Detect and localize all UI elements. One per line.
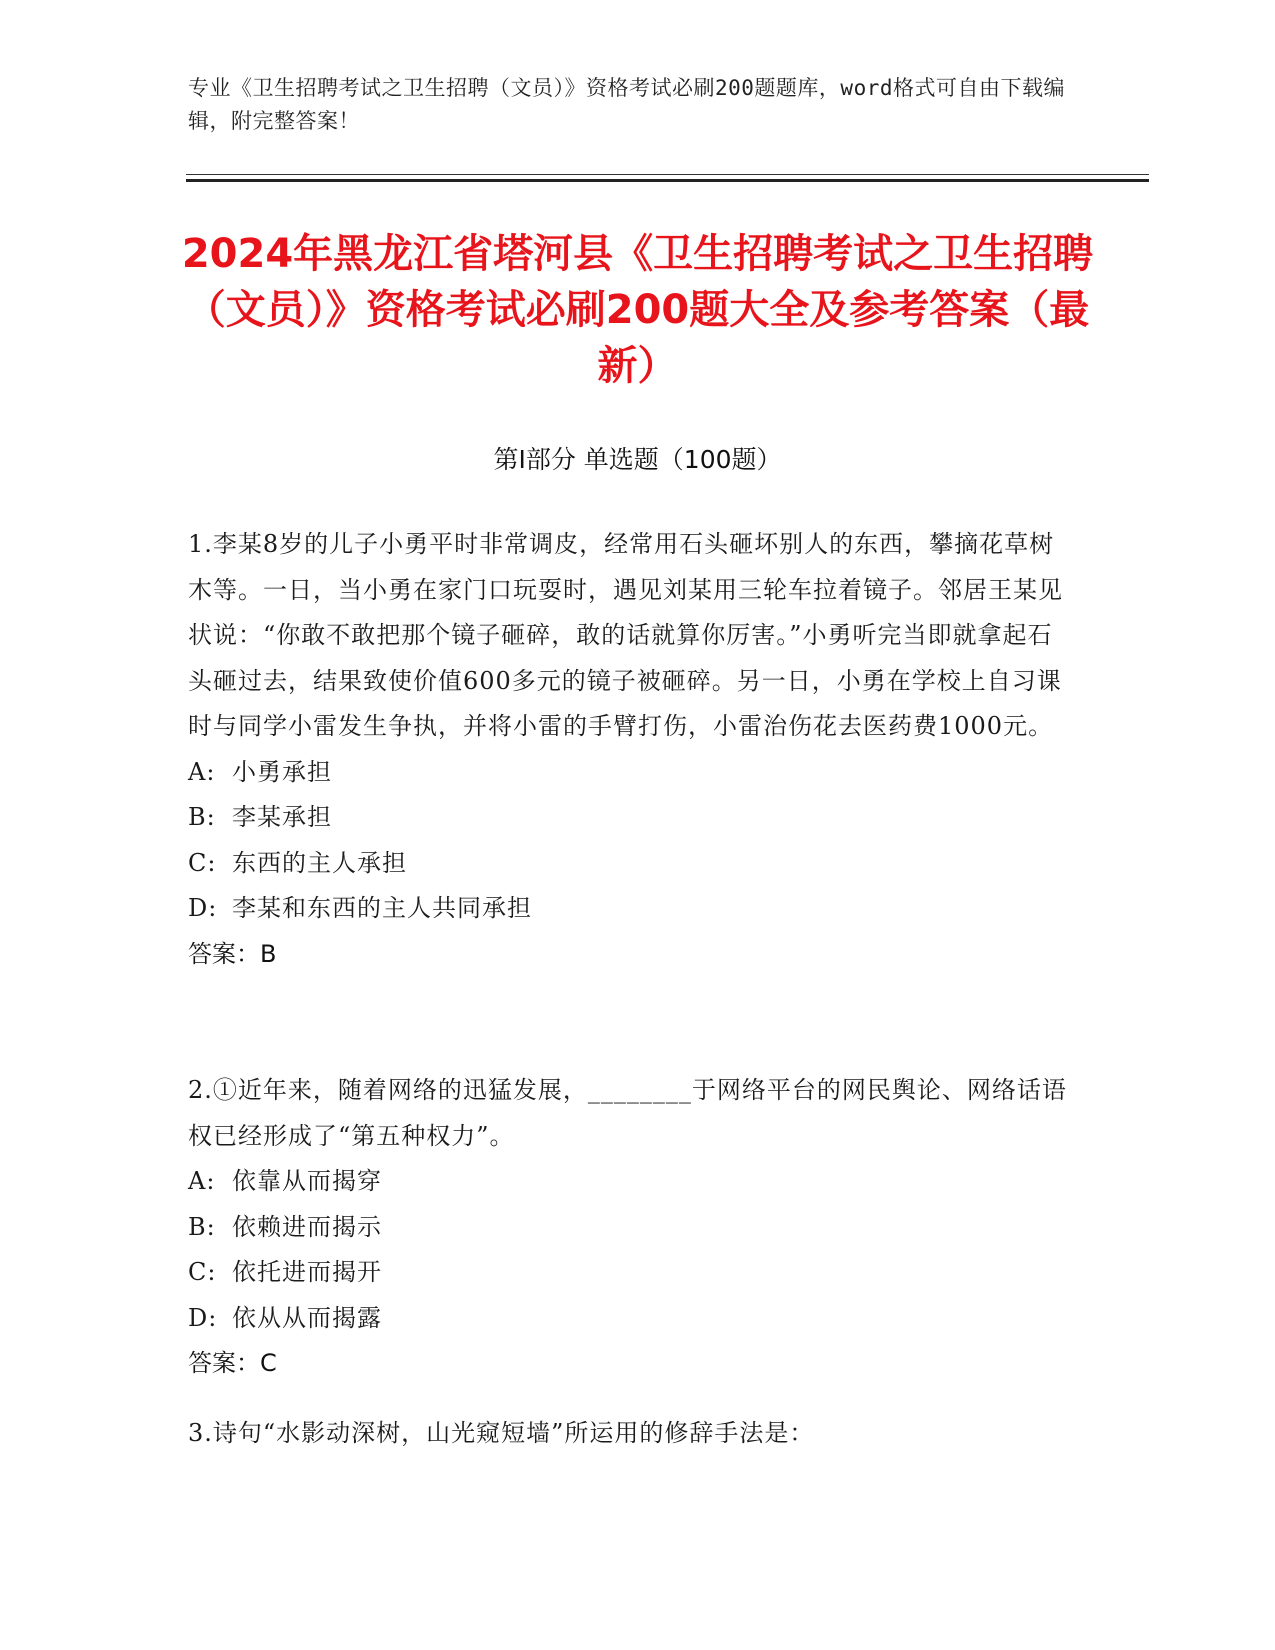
option-key: B: xyxy=(188,803,216,831)
option-a xyxy=(188,750,1068,796)
option-text: 依赖进而揭示 xyxy=(232,1212,382,1241)
option-d xyxy=(188,1296,1068,1342)
document-title: 2024年黑龙江省塔河县《卫生招聘考试之卫生招聘（文员）》资格考试必刷200题大全及参考答案（最新） xyxy=(181,231,1094,389)
answer-line: 答案：C xyxy=(188,1349,277,1377)
section-title: 第Ⅰ部分 单选题（100题） xyxy=(493,445,782,474)
option-key: D: xyxy=(188,894,218,922)
question-stem: 3.诗句“水影动深树，山光窥短墙”所运用的修辞手法是： xyxy=(188,1419,815,1447)
question-stem: 2.①近年来，随着网络的迅猛发展，________于网络平台的网民舆论、网络话语权已经形成了“第五种权力”。 xyxy=(188,1076,1067,1150)
option-key: C: xyxy=(188,848,217,877)
answer-line: 答案：B xyxy=(188,939,277,968)
header-divider-thin xyxy=(186,174,1149,175)
option-text: 依从从而揭露 xyxy=(232,1303,382,1332)
option-c xyxy=(188,841,1068,887)
option-text: 依靠从而揭穿 xyxy=(232,1167,382,1195)
question-2 xyxy=(188,1068,1068,1387)
option-key: D: xyxy=(188,1303,218,1332)
header-note: 专业《卫生招聘考试之卫生招聘（文员）》资格考试必刷200题题库，word格式可自由下载编辑，附完整答案！ xyxy=(188,76,1065,133)
header-divider-thick xyxy=(186,179,1149,182)
option-d xyxy=(188,886,1068,932)
option-key: A: xyxy=(188,757,216,786)
option-b xyxy=(188,795,1068,841)
option-text: 依托进而揭开 xyxy=(232,1258,382,1286)
option-text: 小勇承担 xyxy=(232,757,332,786)
question-3 xyxy=(188,1411,1068,1457)
question-stem: 1.李某8岁的儿子小勇平时非常调皮，经常用石头砸坏别人的东西，攀摘花草树木等。一日，当小勇在家门口玩耍时，遇见刘某用三轮车拉着镜子。邻居王某见状说：“你敢不敢把那个镜子砸碎，敢的话就算你厉害。”小勇听完当即就拿起石头砸过去，结果致使价值600多元的镜子被砸碎。另一日，小勇在学校上自习课时与同学小雷发生争执，并将小雷的手臂打伤，小雷治伤花去医药费1000元。 xyxy=(188,530,1063,740)
option-text: 李某承担 xyxy=(232,803,332,831)
option-b xyxy=(188,1205,1068,1251)
option-key: A: xyxy=(188,1167,216,1195)
option-c xyxy=(188,1250,1068,1296)
option-key: C: xyxy=(188,1258,217,1286)
option-key: B: xyxy=(188,1212,216,1241)
option-text: 东西的主人承担 xyxy=(232,848,407,877)
question-1 xyxy=(188,522,1068,977)
option-a xyxy=(188,1159,1068,1205)
option-text: 李某和东西的主人共同承担 xyxy=(232,894,532,922)
